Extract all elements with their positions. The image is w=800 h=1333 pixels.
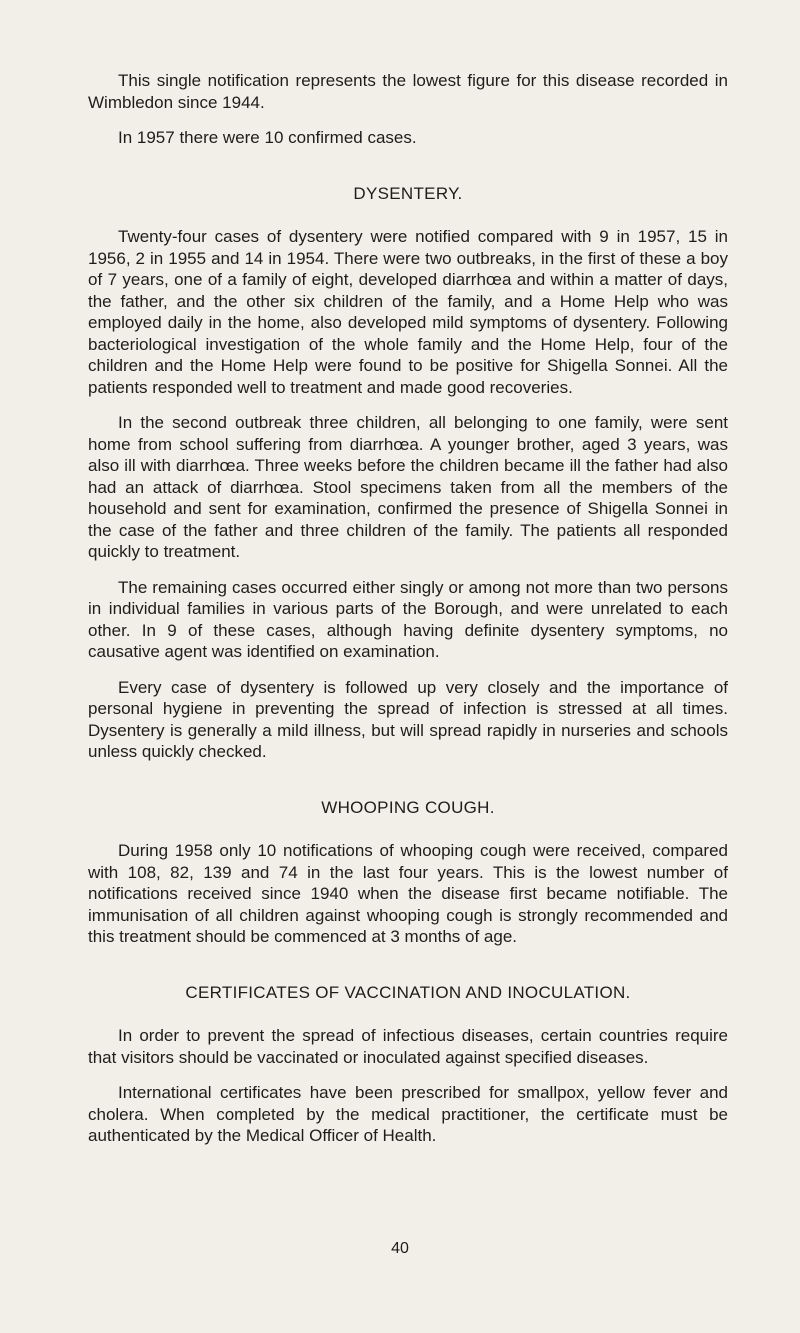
dysentery-heading: DYSENTERY. <box>353 183 463 203</box>
intro-paragraph-2: In 1957 there were 10 confirmed cases. <box>118 128 417 147</box>
whooping-cough-heading: WHOOPING COUGH. <box>321 797 495 817</box>
dysentery-paragraph-2: In the second outbreak three children, all belonging to one family, were sent home from school suffering from diarrhœa. A younger brother, aged 3 years, was also ill with diarrhœa. Three weeks before the children became ill the father had also had an attack of diarrhœa. Stool specimens taken from all the members of the household and sent for examination, confirmed the presence of Shigella Sonnei in the case of the father and three children of the family. The patients all responded quickly to treatment. <box>88 413 728 561</box>
whooping-cough-paragraph-1: During 1958 only 10 notifications of whooping cough were received, compared with 108, 82, 139 and 74 in the last four years. This is the lowest number of notifications received since 1940 when the disease first became notifiable. The immunisation of all children against whooping cough is strongly recommended and this treatment should be commenced at 3 months of age. <box>88 841 728 946</box>
dysentery-paragraph-3: The remaining cases occurred either singly or among not more than two persons in individual families in various parts of the Borough, and were unrelated to each other. In 9 of these cases, although having definite dysentery symptoms, no causative agent was identified on examination. <box>88 577 728 661</box>
intro-paragraph-1: This single notification represents the lowest figure for this disease recorded in Wimbledon since 1944. <box>88 71 728 112</box>
dysentery-paragraph-4: Every case of dysentery is followed up very closely and the importance of personal hygiene in preventing the spread of infection is stressed at all times. Dysentery is generally a mild illness, but will spread rapidly in nurseries and schools unless quickly checked. <box>88 677 728 761</box>
certificates-heading: CERTIFICATES OF VACCINATION AND INOCULATION. <box>185 982 631 1002</box>
page-number: 40 <box>391 1240 409 1257</box>
certificates-paragraph-1: In order to prevent the spread of infectious diseases, certain countries require that visitors should be vaccinated or inoculated against specified diseases. <box>88 1026 728 1067</box>
dysentery-paragraph-1: Twenty-four cases of dysentery were notified compared with 9 in 1957, 15 in 1956, 2 in 1955 and 14 in 1954. There were two outbreaks, in the first of these a boy of 7 years, one of a family of eight, developed diarrhœa and within a matter of days, the father, and the other six children of the family, and a Home Help who was employed daily in the home, also developed mild symptoms of dysentery. Following bacteriological investigation of the whole family and the Home Help, four of the children and the Home Help were found to be positive for Shigella Sonnei. All the patients responded well to treatment and made good recoveries. <box>88 227 728 397</box>
document-page <box>88 70 728 1147</box>
certificates-paragraph-2: International certificates have been prescribed for smallpox, yellow fever and cholera. When completed by the medical practitioner, the certificate must be authenticated by the Medical Officer of Health. <box>88 1083 728 1145</box>
